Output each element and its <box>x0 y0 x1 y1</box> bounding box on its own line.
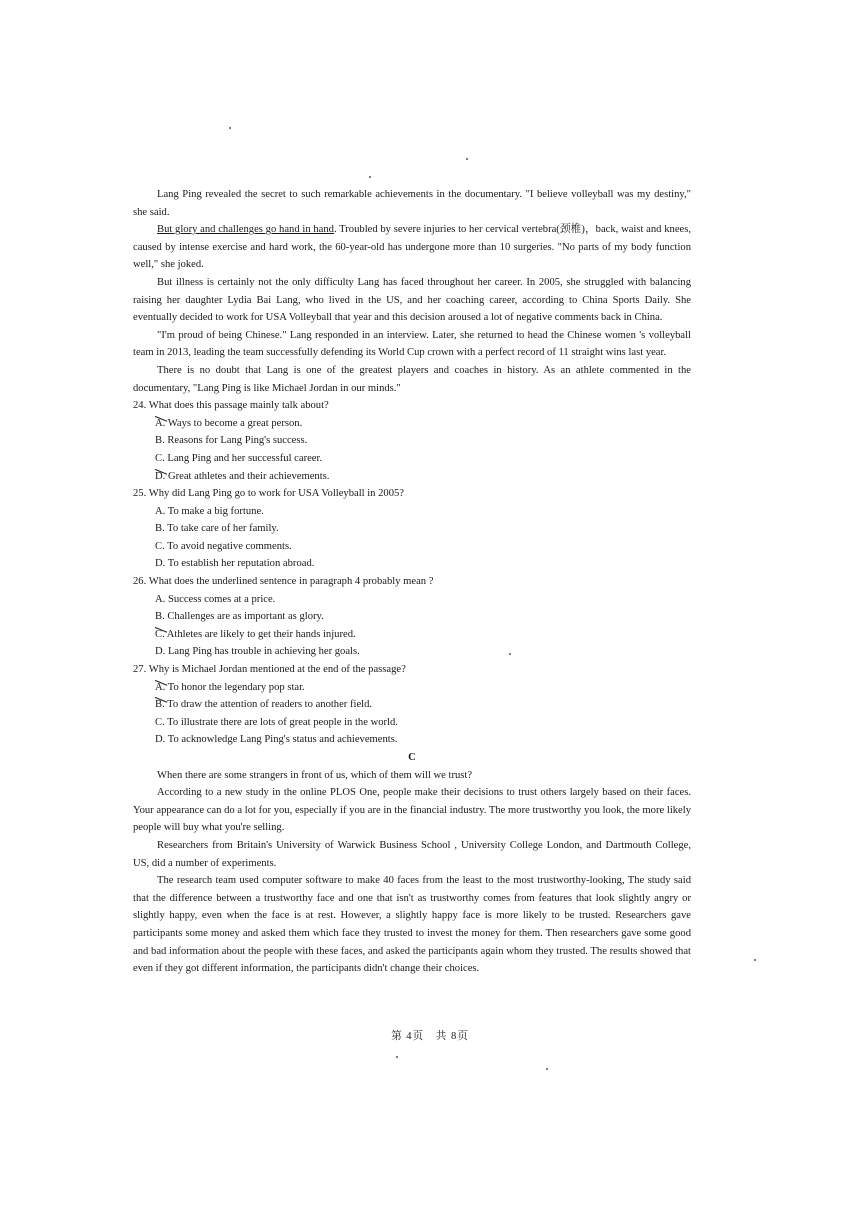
question-stem: 27. Why is Michael Jordan mentioned at the end of the passage? <box>133 664 406 676</box>
scan-speck <box>754 959 756 961</box>
paragraph: When there are some strangers in front of us, which of them will we trust? <box>157 769 473 781</box>
paragraph: Lang Ping revealed the secret to such remarkable achievements in the documentary. "I believe volleyball was my destiny," she said. <box>133 189 691 218</box>
option-crossed: B. To draw the attention of readers to another field. <box>155 696 691 714</box>
option: A. To make a big fortune. <box>155 505 264 517</box>
option: A. Success comes at a price. <box>155 593 276 605</box>
option-crossed: A. Ways to become a great person. <box>155 415 691 433</box>
page-number: 第 4页 共 8页 <box>391 1031 469 1042</box>
scan-speck <box>546 1068 548 1070</box>
scan-speck <box>229 127 231 129</box>
option: C. Lang Ping and her successful career. <box>155 452 323 464</box>
scan-speck <box>369 176 371 178</box>
paragraph: But illness is certainly not the only difficulty Lang has faced throughout her career. In 2005, she struggled with balancing raising her daughter Lydia Bai Lang, who lived in the US, and her coaching career, according to China Sports Daily. She eventually decided to work for USA Volleyball that year and this decision aroused a lot of negative comments back in China. <box>133 276 691 324</box>
paragraph <box>133 221 691 274</box>
option: B. Challenges are as important as glory. <box>155 611 324 623</box>
paragraph: According to a new study in the online PLOS One, people make their decisions to trust others largely based on their faces. Your appearance can do a lot for you, especially if you are in the financial industry. The more trustworthy you look, the more likely people will buy what you're selling. <box>133 787 691 834</box>
option-crossed: A. To honor the legendary pop star. <box>155 679 691 697</box>
question-stem: 26. What does the underlined sentence in paragraph 4 probably mean ? <box>133 576 434 588</box>
option: B. Reasons for Lang Ping's success. <box>155 435 308 447</box>
paragraph: There is no doubt that Lang is one of the greatest players and coaches in history. As an athlete commented in the documentary, "Lang Ping is like Michael Jordan in our minds." <box>133 364 691 394</box>
paragraph-text: . Troubled by severe injuries to her cervical vertebra(颈椎)，back, waist and knees, caused by intense exercise and hard work, the 60-year-old has undergone more than 10 surgeries. "No parts of my body function well," she joked. <box>133 224 691 271</box>
option: D. To acknowledge Lang Ping's status and achievements. <box>155 734 398 746</box>
option-crossed: C. Athletes are likely to get their hands injured. <box>155 626 691 644</box>
scan-speck <box>466 158 468 160</box>
scan-speck <box>396 1056 398 1058</box>
paragraph: Researchers from Britain's University of Warwick Business School , University College London, and Dartmouth College, US, did a number of experiments. <box>133 839 691 869</box>
question-stem: 25. Why did Lang Ping go to work for USA Volleyball in 2005? <box>133 488 405 500</box>
option: C. To illustrate there are lots of great people in the world. <box>155 716 398 728</box>
section-heading: C <box>408 752 416 763</box>
question-stem: 24. What does this passage mainly talk about? <box>133 400 329 412</box>
option: B. To take care of her family. <box>155 523 279 535</box>
option: D. To establish her reputation abroad. <box>155 558 315 570</box>
paragraph: The research team used computer software to make 40 faces from the least to the most trustworthy-looking, The study said that the difference between a trustworthy face and one that isn't as trustworthy comes from features that look slightly angry or slightly happy, even when the face is at rest. However, a slightly happy face is more likely to be trusted. Researchers gave participants some money and asked them which face they trusted to invest the money for them. Then researchers gave some good and bad information about the people with these faces, and asked the participants again whom they trusted. The results showed that even if they got different information, the participants didn't change their choices. <box>133 875 691 975</box>
underlined-sentence: But glory and challenges go hand in hand <box>157 224 334 236</box>
option: D. Lang Ping has trouble in achieving her goals. <box>155 646 360 658</box>
scan-speck <box>509 653 511 655</box>
paragraph: "I'm proud of being Chinese." Lang responded in an interview. Later, she returned to head the Chinese women 's volleyball team in 2013, leading the team successfully defending its World Cup crown with a perfect record of 11 straight wins last year. <box>133 329 691 359</box>
page-content <box>133 186 691 978</box>
option-crossed: D. Great athletes and their achievements. <box>155 468 691 486</box>
option: C. To avoid negative comments. <box>155 540 292 552</box>
